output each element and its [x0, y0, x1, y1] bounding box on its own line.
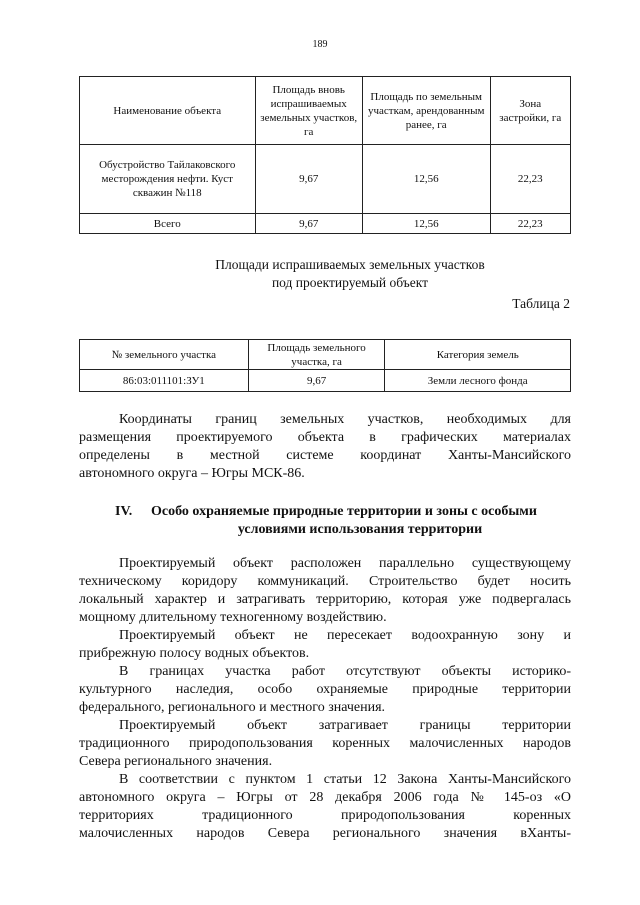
paragraph-coordinates [79, 411, 571, 483]
table-cell: 22,23 [490, 214, 570, 234]
text-line: Проектируемый объект не пересекает водоохранную зону и [119, 628, 571, 643]
table-cell: 9,67 [255, 214, 362, 234]
land-plot-table [79, 339, 571, 392]
table-label: Таблица 2 [512, 296, 570, 311]
paragraph-1 [79, 555, 571, 627]
table-header: № земельного участка [80, 340, 249, 370]
table-header: Наименование объекта [80, 77, 256, 145]
table-cell: 22,23 [490, 145, 570, 214]
paragraph-4 [79, 717, 571, 771]
text-line: традиционного природопользования коренных малочисленных народов [79, 736, 571, 751]
table-header: Площадь по земельным участкам, арендованным ранее, га [362, 77, 490, 145]
table-header: Зона застройки, га [490, 77, 570, 145]
table-header: Площадь вновь испрашиваемых земельных участков, га [255, 77, 362, 145]
table-header: Площадь земельного участка, га [248, 340, 385, 370]
paragraph-3 [79, 663, 571, 717]
text-line: Координаты границ земельных участков, необходимых для [119, 412, 571, 427]
table-cell: Земли лесного фонда [385, 370, 571, 392]
text-line: малочисленных народов Севера регионального значения вХанты- [79, 826, 571, 841]
text-line: размещения проектируемого объекта в графических материалах [79, 430, 571, 445]
section-title-line-2: условиями использования территории [237, 522, 483, 537]
table-header: Категория земель [385, 340, 571, 370]
text-line: Проектируемый объект затрагивает границы территории [119, 718, 571, 733]
caption-line-2: под проектируемый объект [271, 275, 429, 290]
text-line: Севера регионального значения. [79, 754, 273, 769]
page-number: 189 [312, 39, 328, 50]
table-cell: 9,67 [255, 145, 362, 214]
text-line: В соответствии с пунктом 1 статьи 12 Закона Ханты-Мансийского [119, 772, 571, 787]
text-line: Проектируемый объект расположен параллельно существующему [119, 556, 571, 571]
text-line: федерального, регионального и местного значения. [79, 700, 386, 715]
section-title-line-1: Особо охраняемые природные территории и зоны с особыми [151, 504, 537, 519]
text-line: мощному длительному техногенному воздействию. [79, 610, 387, 625]
table-cell: Всего [80, 214, 256, 234]
table-cell: 86:03:011101:ЗУ1 [80, 370, 249, 392]
land-area-table [79, 76, 571, 234]
table-row [80, 370, 571, 392]
text-line: культурного наследия, особо охраняемые природные территории [79, 682, 571, 697]
table-row [80, 145, 571, 214]
paragraph-5 [79, 771, 571, 843]
table-cell: Обустройство Тайлаковского месторождения нефти. Куст скважин №118 [80, 145, 256, 214]
table-cell: 9,67 [248, 370, 385, 392]
section-number: IV. [115, 504, 133, 519]
text-line: прибрежную полосу водных объектов. [79, 646, 310, 661]
caption-line-1: Площади испрашиваемых земельных участков [215, 257, 485, 272]
paragraph-2 [79, 627, 571, 663]
text-line: В границах участка работ отсутствуют объекты историко- [119, 664, 571, 679]
table-cell: 12,56 [362, 214, 490, 234]
text-line: территориях традиционного природопользования коренных [79, 808, 571, 823]
table-cell: 12,56 [362, 145, 490, 214]
table-row-total [80, 214, 571, 234]
text-line: определены в местной системе координат Ханты-Мансийского [79, 448, 571, 463]
text-line: техническому коридору коммуникаций. Строительство будет носить [79, 574, 571, 589]
text-line: автономного округа – Югры МСК-86. [79, 466, 305, 481]
text-line: локальный характер и затрагивать территорию, которая уже подвергалась [79, 592, 571, 607]
text-line: автономного округа – Югры от 28 декабря 2006 года № 145-оз «О [79, 790, 571, 805]
